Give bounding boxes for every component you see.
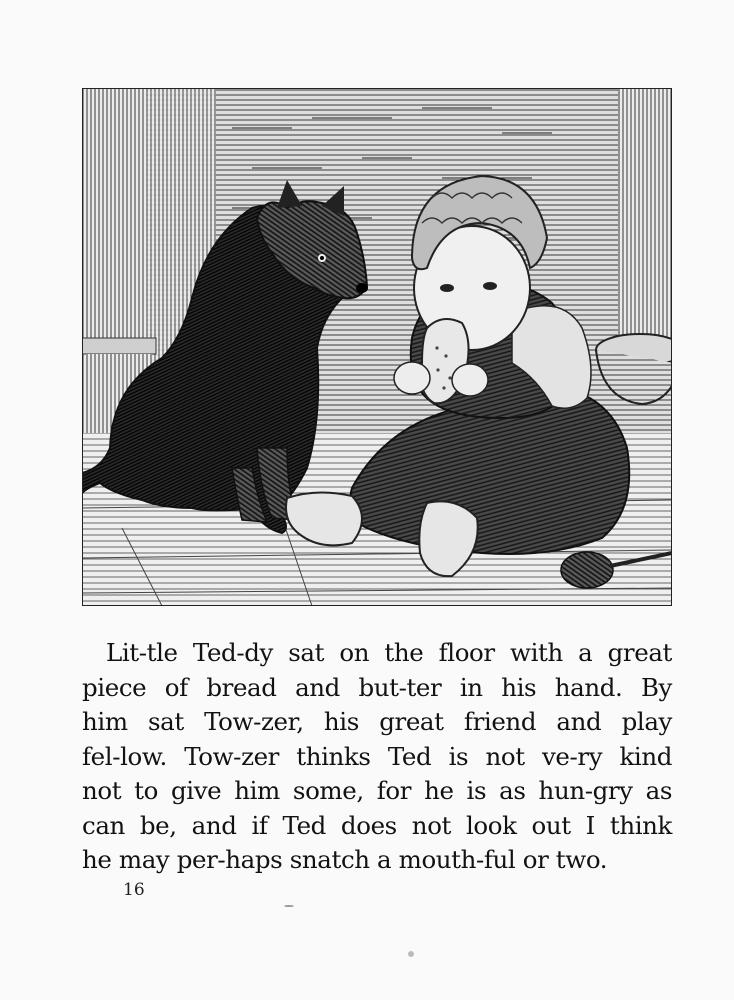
- page-number: 16: [123, 880, 145, 900]
- engraving-illustration: [82, 88, 672, 606]
- text-line: Lit-tle Ted-dy sat on the floor with a great: [106, 638, 672, 667]
- text-line: fel-low. Tow-zer thinks Ted is not ve-ry kind: [82, 741, 672, 771]
- story-text: [82, 636, 672, 878]
- text-line: can be, and if Ted does not look out I think: [82, 810, 672, 840]
- paper-speck: [408, 951, 414, 957]
- text-line: not to give him some, for he is as hun-gry as: [82, 776, 672, 805]
- text-line: piece of bread and but-ter in his hand. By: [82, 672, 672, 702]
- text-line: him sat Tow-zer, his great friend and play: [82, 707, 672, 736]
- paper-speck: [284, 905, 294, 907]
- text-line: he may per-haps snatch a mouth-ful or two.: [82, 845, 608, 874]
